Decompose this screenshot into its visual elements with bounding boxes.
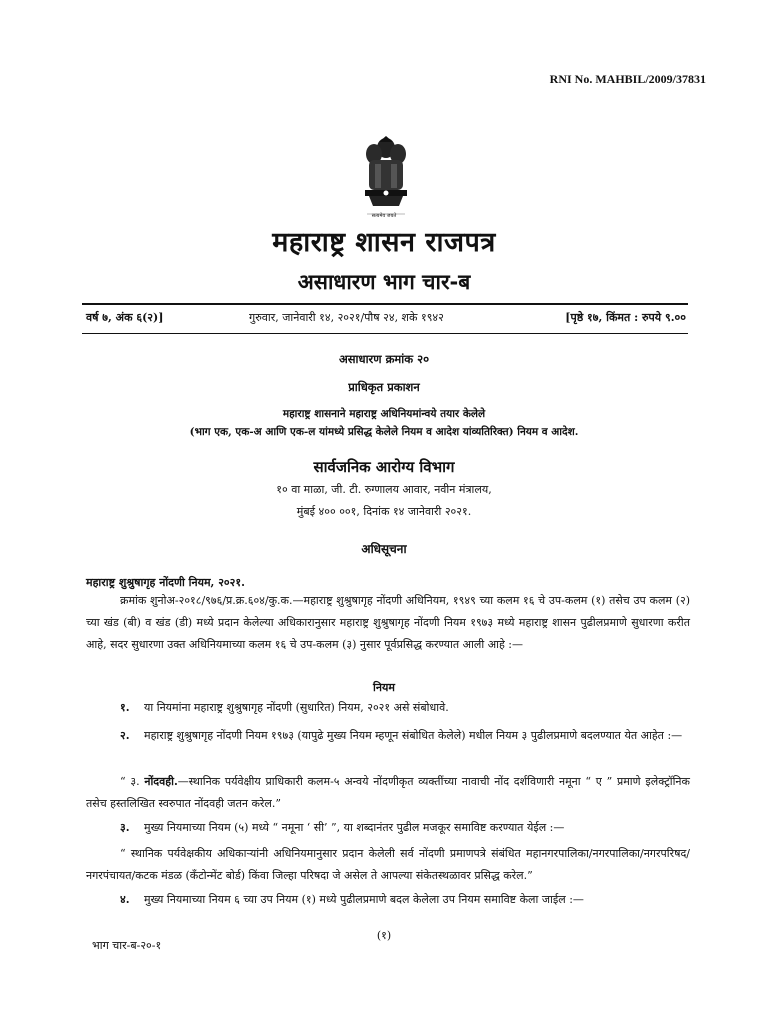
rule-number: १. — [120, 701, 130, 714]
quoted-insertion-text: “ स्थानिक पर्यवेक्षकीय अधिकाऱ्यांनी अधिनियमानुसार प्रदान केलेली सर्व नोंदणी प्रमाणपत्रे संबंधित महानगरपालिका/नगरपालिका/नगरपरिषद/नगरपंचायत/कटक मंडळ (कॅंटोन्मेंट बोर्ड) किंवा जिल्हा परिषदा जे असेल ते आपल्या संकेतस्थळावर प्रसिद्ध करेल.” — [86, 847, 690, 882]
preamble-paragraph: क्रमांक शुनोअ-२०१८/९७६/प्र.क्र.६०४/कु.क.—महाराष्ट्र शुश्रुषागृह नोंदणी अधिनियम, १९४९ च्या कलम १६ चे उप-कलम (१) तसेच उप कलम (२) च्या खंड (बी) व खंड (डी) मध्ये प्रदान केलेल्या अधिकारानुसार महाराष्ट्र शुश्रुषागृह नोंदणी नियम १९७३ मध्ये महाराष्ट्र शासन पुढीलप्रमाणे सुधारणा करीत आहे, सदर सुधारणा उक्त अधिनियमाच्या कलम १६ चे उप-कलम (३) नुसार पूर्वप्रसिद्ध करण्यात आली आहे :— — [86, 594, 690, 651]
rule-item-2 — [86, 725, 690, 747]
gazette-title: महाराष्ट्र शासन राजपत्र — [272, 227, 496, 258]
quoted-rule-3 — [86, 771, 690, 815]
rules-heading: नियम — [373, 681, 395, 694]
rule-number: ४. — [120, 893, 130, 906]
rules-name: महाराष्ट्र शुश्रुषागृह नोंदणी नियम, २०२१. — [86, 576, 245, 589]
rni-number: RNI No. MAHBIL/2009/37831 — [549, 72, 706, 86]
header-rule-bottom — [82, 333, 688, 334]
quote-bold-term: नोंदवही. — [144, 775, 178, 788]
prepared-line: महाराष्ट्र शासनाने महाराष्ट्र अधिनियमांन्वये तयार केलेले — [282, 408, 486, 420]
page-number: (१) — [376, 929, 392, 942]
department-address-line1: १० वा माळा, जी. टी. रुग्णालय आवार, नवीन मंत्रालय, — [276, 483, 492, 496]
parts-line: (भाग एक, एक-अ आणि एक-ल यांमध्ये प्रसिद्ध केलेले नियम व आदेश यांव्यतिरिक्त) नियम व आदेश. — [189, 426, 579, 438]
issue-date: गुरुवार, जानेवारी १४, २०२१/पौष २४, शके १९४२ — [249, 311, 444, 324]
footer-part-code: भाग चार-ब-२०-१ — [92, 939, 162, 952]
header-rule-top — [82, 303, 688, 305]
department-name: सार्वजनिक आरोग्य विभाग — [313, 458, 455, 476]
department-address-line2: मुंबई ४०० ००१, दिनांक १४ जानेवारी २०२१. — [296, 505, 472, 518]
emblem-motto: सत्यमेव जयते — [371, 213, 397, 219]
gazette-subtitle: असाधारण भाग चार-ब — [297, 270, 471, 294]
rule-text: या नियमांना महाराष्ट्र शुश्रुषागृह नोंदणी (सुधारित) नियम, २०२१ असे संबोधावे. — [144, 701, 449, 714]
quote-prefix: “ ३. — [120, 775, 145, 788]
rule-text: मुख्य नियमाच्या नियम (५) मध्ये “ नमूना ‘ सी’ ”, या शब्दानंतर पुढील मजकूर समाविष्ट करण्यात येईल :— — [144, 821, 565, 834]
quote-text: —स्थानिक पर्यवेक्षीय प्राधिकारी कलम-५ अन्वये नोंदणीकृत व्यक्तींच्या नावाची नोंद दर्शविणारी नमूना “ ए ” प्रमाणे इलेक्ट्रॉनिक तसेच हस्तलिखित स्वरुपात नोंदवही जतन करेल.” — [86, 775, 690, 810]
rule-item-3 — [86, 817, 690, 839]
rule-number: ३. — [120, 821, 130, 834]
issue-info-bar — [86, 310, 686, 328]
notification-heading: अधिसूचना — [361, 542, 407, 556]
rule-item-4 — [86, 889, 690, 911]
extraordinary-number: असाधारण क्रमांक २० — [338, 352, 430, 366]
rule-number: २. — [120, 729, 130, 742]
rule-text: महाराष्ट्र शुश्रुषागृह नोंदणी नियम १९७३ (यापुढे मुख्य नियम म्हणून संबोधित केलेले) मधील नियम ३ पुढीलप्रमाणे बदलण्यात येत आहेत :— — [144, 729, 683, 742]
state-emblem-of-india-icon — [355, 134, 417, 220]
issue-year-number: वर्ष ७, अंक ६(२)] — [86, 311, 164, 324]
issue-pages-price: [पृष्ठे १७, किंमत : रुपये ९.०० — [565, 311, 686, 324]
rule-text: मुख्य नियमाच्या नियम ६ च्या उप नियम (१) मध्ये पुढीलप्रमाणे बदल केलेला उप नियम समाविष्ट केला जाईल :— — [144, 893, 584, 906]
authorized-publication: प्राधिकृत प्रकाशन — [348, 380, 420, 394]
rule-item-1 — [86, 697, 690, 719]
